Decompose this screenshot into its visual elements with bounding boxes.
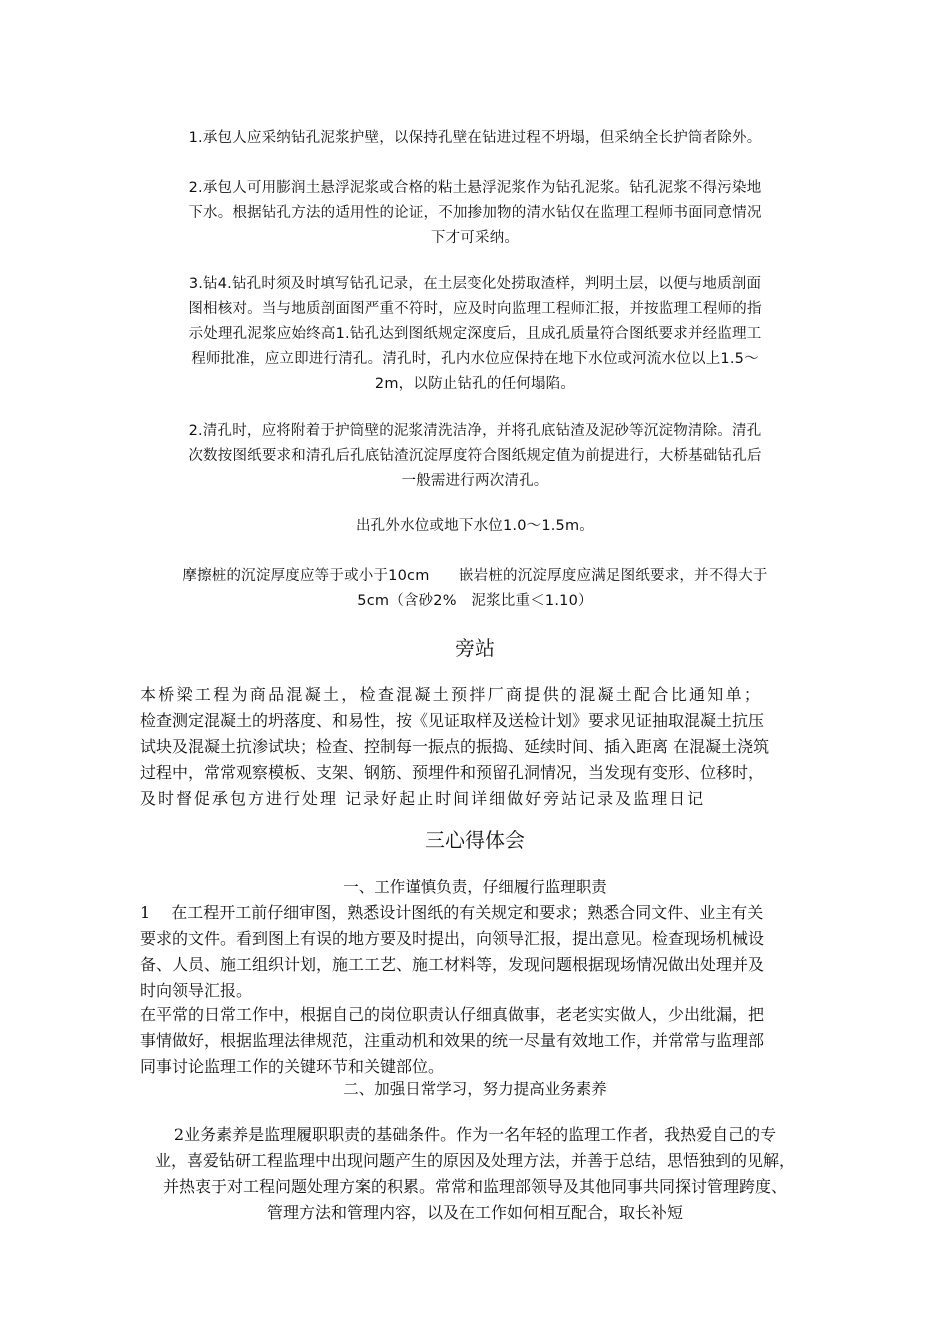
- text-line: 试块及混凝土抗渗试块；检查、控制每一振点的振捣、延续时间、插入距离 在混凝土浇筑: [140, 737, 770, 756]
- paragraph-drilling-record: [140, 272, 810, 397]
- text-line: 1.承包人应采纳钻孔泥浆护壁，以保持孔壁在钻进过程不坍塌，但采纳全长护筒者除外。: [188, 130, 762, 146]
- paragraph-daily-work: [140, 1002, 810, 1080]
- paragraph-mud-type: [140, 176, 810, 251]
- text-line: 下水。根据钻孔方法的适用性的论证，不加掺加物的清水钻仅在监理工程师书面同意情况: [188, 205, 762, 221]
- paragraph-hole-cleaning: [140, 419, 810, 494]
- text-line: 2.承包人可用膨润土悬浮泥浆或合格的粘土悬浮泥浆作为钻孔泥浆。钻孔泥浆不得污染地: [188, 180, 762, 196]
- text-line: 3.钻4.钻孔时须及时填写钻孔记录，在土层变化处捞取渣样，判明土层，以便与地质剖面: [188, 276, 762, 292]
- text-line: 摩擦桩的沉淀厚度应等于或小于10cm 嵌岩桩的沉淀厚度应满足图纸要求，并不得大于: [182, 568, 768, 584]
- text-line: 下才可采纳。: [430, 230, 520, 246]
- text-line: 事情做好，根据监理法律规范，注重动机和效果的统一尽量有效地工作，并常常与监理部: [140, 1031, 765, 1050]
- text-line: 要求的文件。看到图上有误的地方要及时提出，向领导汇报，提出意见。检查现场机械设: [140, 929, 765, 948]
- text-line: 示处理孔泥浆应始终高1.钻孔达到图纸规定深度后，且成孔质量符合图纸要求并经监理工: [188, 326, 762, 342]
- text-line: 1 在工程开工前仔细审图，熟悉设计图纸的有关规定和要求；熟悉合同文件、业主有关: [140, 903, 764, 922]
- section-heading-supervision: 旁站: [455, 636, 495, 660]
- text-line: 同事讨论监理工作的关键环节和关键部位。: [140, 1057, 445, 1076]
- text-line: 本桥梁工程为商品混凝土，检查混凝土预拌厂商提供的混凝土配合比通知单；: [140, 685, 763, 704]
- paragraph-supervision: [140, 682, 810, 812]
- text-line: 管理方法和管理内容，以及在工作如何相互配合，取长补短: [266, 1203, 683, 1222]
- text-line: 2m，以防止钻孔的任何塌陷。: [374, 376, 576, 392]
- text-line: 在平常的日常工作中，根据自己的岗位职责认仔细真做事，老老实实做人，少出纰漏，把: [140, 1005, 765, 1024]
- text-line: 出孔外水位或地下水位1.0～1.5m。: [355, 518, 595, 534]
- paragraph-sediment-thickness: [140, 564, 810, 614]
- text-line: 及时督促承包方进行处理 记录好起止时间详细做好旁站记录及监理日记: [140, 789, 706, 808]
- text-line: 时向领导汇报。: [140, 981, 253, 1000]
- text-line: 程师批准，应立即进行清孔。清孔时，孔内水位应保持在地下水位或河流水位以上1.5～: [191, 351, 759, 367]
- text-line: 5cm（含砂2% 泥浆比重＜1.10）: [357, 593, 593, 609]
- section-heading-experience: 三心得体会: [425, 828, 525, 852]
- text-line: 2.清孔时，应将附着于护筒壁的泥浆清洗洁净，并将孔底钻渣及泥砂等沉淀物清除。清孔: [188, 423, 762, 439]
- text-line: 业，喜爱钻研工程监理中出现问题产生的原因及处理方法，并善于总结，思悟独到的见解，: [154, 1151, 795, 1170]
- text-line: 检查测定混凝土的坍落度、和易性，按《见证取样及送检计划》要求见证抽取混凝土抗压: [140, 711, 765, 730]
- paragraph-professional-quality: [140, 1122, 810, 1226]
- text-line: 次数按图纸要求和清孔后孔底钻渣沉淀厚度符合图纸规定值为前提进行，大桥基础钻孔后: [188, 448, 762, 464]
- text-line: 并热衷于对工程问题处理方案的积累。常常和监理部领导及其他同事共同探讨管理跨度、: [162, 1177, 787, 1196]
- text-line: 一般需进行两次清孔。: [401, 473, 549, 489]
- text-line: 过程中，常常观察模板、支架、钢筋、预埋件和预留孔洞情况，当发现有变形、位移时，: [140, 763, 765, 782]
- text-line: 2业务素养是监理履职职责的基础条件。作为一名年轻的监理工作者，我热爱自己的专: [173, 1125, 777, 1144]
- subheading-responsibility: 一、工作谨慎负责，仔细履行监理职责: [343, 878, 607, 896]
- paragraph-review-drawings: [140, 900, 810, 1004]
- text-line: 图相核对。当与地质剖面图严重不符时，应及时向监理工程师汇报，并按监理工程师的指: [188, 301, 762, 317]
- text-line: 备、人员、施工组织计划，施工工艺、施工材料等，发现问题根据现场情况做出处理并及: [140, 955, 765, 974]
- paragraph-mud-wall: [140, 126, 810, 151]
- subheading-learning: 二、加强日常学习，努力提高业务素养: [343, 1080, 607, 1098]
- paragraph-water-level: [140, 514, 810, 539]
